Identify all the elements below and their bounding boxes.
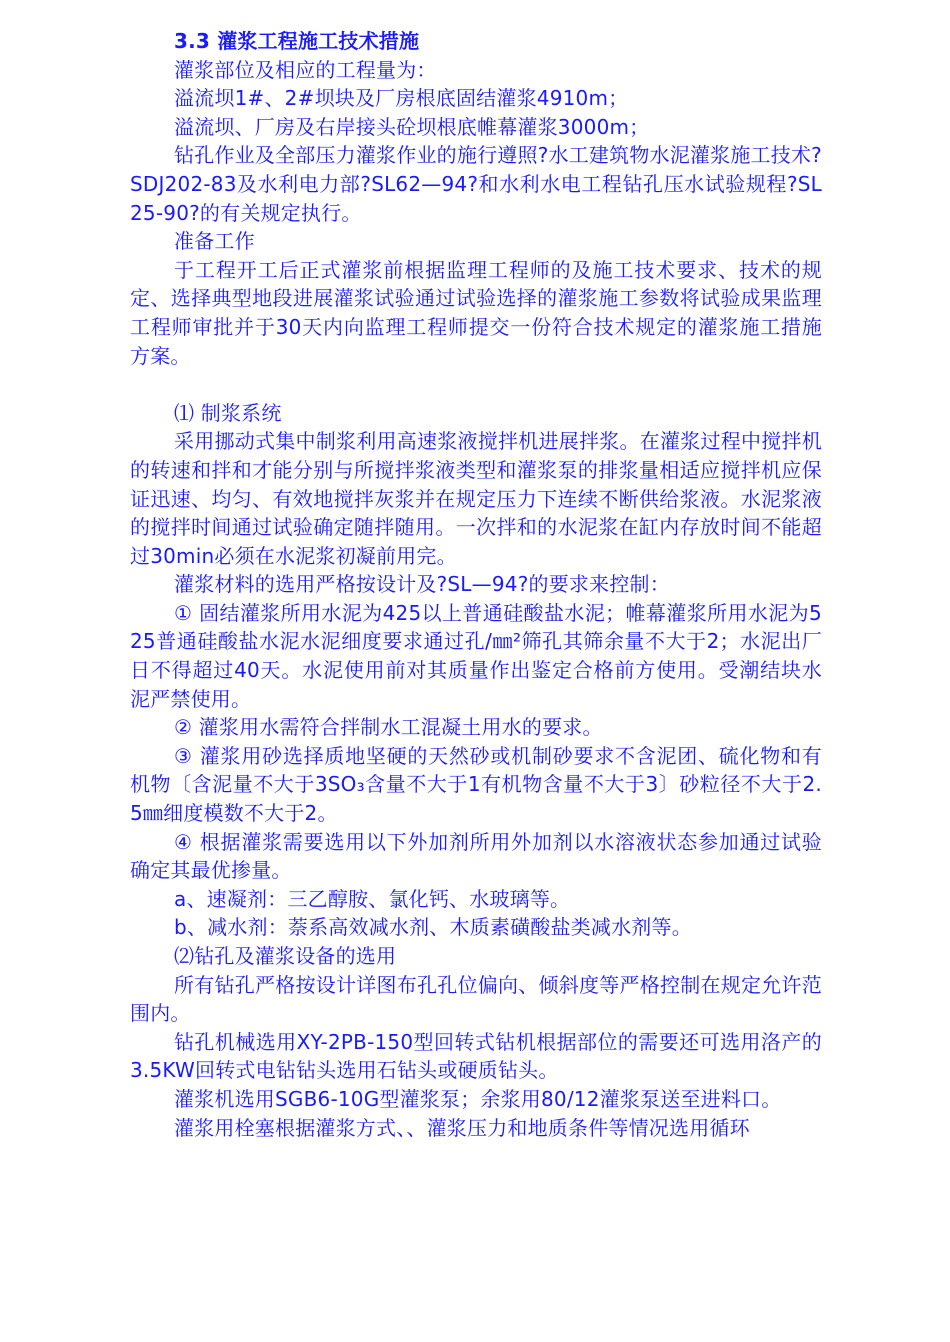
paragraph: 灌浆材料的选用严格按设计及?SL—94?的要求来控制： xyxy=(174,572,670,597)
paragraph: 溢流坝1#、2#坝块及厂房根底固结灌浆4910m； xyxy=(174,86,629,111)
paragraph: 钻孔作业及全部压力灌浆作业的施行遵照?水工建筑物水泥灌浆施工技术?SDJ202-83及水利电力部?SL62—94?和水利水电工程钻孔压水试验规程?SL25-90?的有关规定执行。 xyxy=(130,143,822,225)
list-item: ② 灌浆用水需符合拌制水工混凝土用水的要求。 xyxy=(174,715,603,740)
blank-line xyxy=(130,370,822,399)
paragraph: 于工程开工后正式灌浆前根据监理工程师的及施工技术要求、技术的规定、选择典型地段进展灌浆试验通过试验选择的灌浆施工参数将试验成果监理工程师审批并于30天内向监理工程师提交一份符合技术规定的灌浆施工措施方案。 xyxy=(130,257,822,368)
list-item: a、速凝剂：三乙醇胺、氯化钙、水玻璃等。 xyxy=(174,886,571,911)
paragraph: 灌浆机选用SGB6-10G型灌浆泵；余浆用80/12灌浆泵送至进料口。 xyxy=(174,1086,782,1111)
paragraph: 灌浆用栓塞根据灌浆方式、、灌浆压力和地质条件等情况选用循环 xyxy=(174,1115,750,1140)
list-item: ④ 根据灌浆需要选用以下外加剂所用外加剂以水溶液状态参加通过试验确定其最优掺量。 xyxy=(130,829,822,883)
list-item: ③ 灌浆用砂选择质地坚硬的天然砂或机制砂要求不含泥团、硫化物和有机物〔含泥量不大于3SO₃含量不大于1有机物含量不大于3〕砂粒径不大于2.5㎜细度模数不大于2。 xyxy=(130,743,822,826)
document-body xyxy=(130,27,822,1142)
paragraph: 所有钻孔严格按设计详图布孔孔位偏向、倾斜度等严格控制在规定允许范围内。 xyxy=(130,972,822,1026)
paragraph: 钻孔机械选用XY-2PB-150型回转式钻机根据部位的需要还可选用洛产的3.5KW回转式电钻钻头选用石钻头或硬质钻头。 xyxy=(130,1029,822,1083)
list-item: ① 固结灌浆所用水泥为425以上普通硅酸盐水泥；帷幕灌浆所用水泥为525普通硅酸盐水泥水泥细度要求通过孔/㎜²筛孔其筛余量不大于2；水泥出厂日不得超过40天。水泥使用前对其质量作出鉴定合格前方使用。受潮结块水泥严禁使用。 xyxy=(130,600,822,711)
list-item: b、减水剂：萘系高效减水剂、木质素磺酸盐类减水剂等。 xyxy=(174,915,692,940)
subheading: 准备工作 xyxy=(174,229,255,254)
paragraph: 溢流坝、厂房及右岸接头砼坝根底帷幕灌浆3000m； xyxy=(174,114,650,139)
section-heading: 3.3 灌浆工程施工技术措施 xyxy=(174,29,420,53)
paragraph: 采用挪动式集中制浆利用高速浆液搅拌机进展拌浆。在灌浆过程中搅拌机的转速和拌和才能分别与所搅拌浆液类型和灌浆泵的排浆量相适应搅拌机应保证迅速、均匀、有效地搅拌灰浆并在规定压力下连续不断供给浆液。水泥浆液的搅拌时间通过试验确定随拌随用。一次拌和的水泥浆在缸内存放时间不能超过30min必须在水泥浆初凝前用完。 xyxy=(130,429,822,568)
subheading: ⑵钻孔及灌浆设备的选用 xyxy=(174,944,397,968)
subheading: ⑴ 制浆系统 xyxy=(174,400,282,425)
paragraph: 灌浆部位及相应的工程量为： xyxy=(174,57,437,82)
